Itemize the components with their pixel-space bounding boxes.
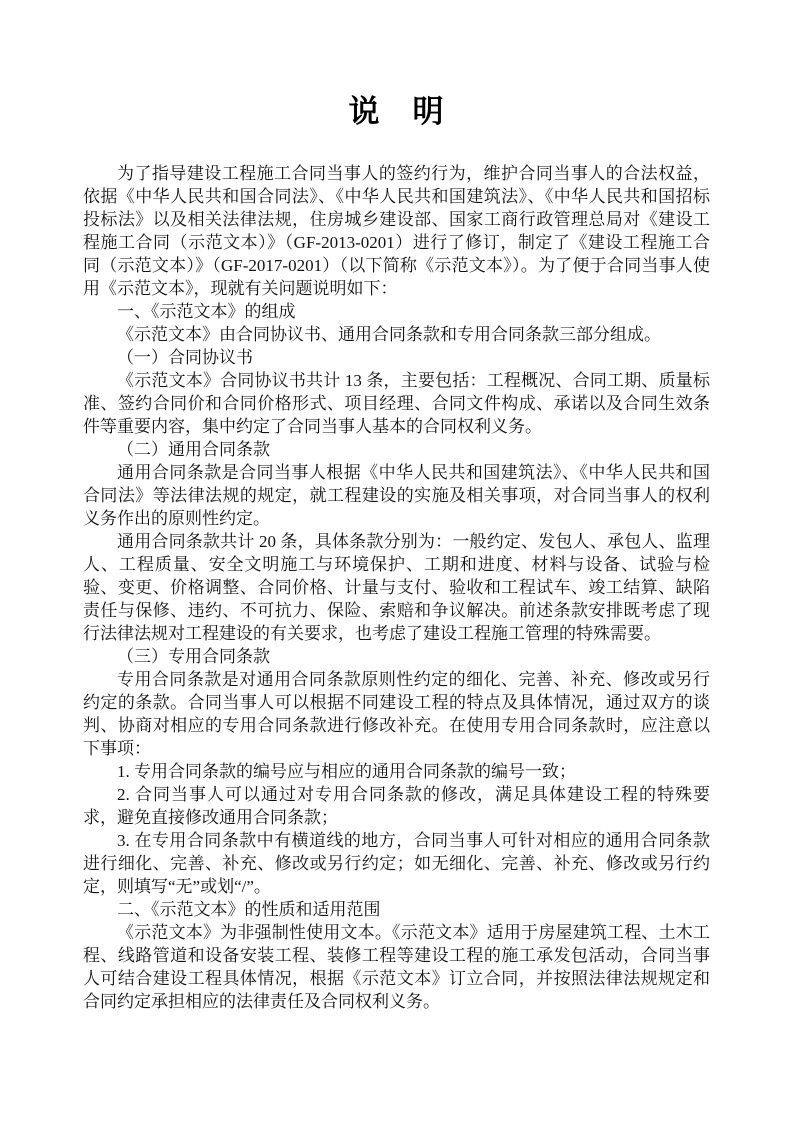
- paragraph: 一、《示范文本》的组成: [117, 302, 296, 321]
- paragraph: 通用合同条款是合同当事人根据《中华人民共和国建筑法》、《中华人民共和国合同法》等法律法规的规定，就工程建设的实施及相关事项，对合同当事人的权利义务作出的原则性约定。: [83, 463, 710, 528]
- paragraph: 专用合同条款是对通用合同条款原则性约定的细化、完善、补充、修改或另行约定的条款。合同当事人可以根据不同建设工程的特点及具体情况，通过双方的谈判、协商对相应的专用合同条款进行修改补充。在使用专用合同条款时，应注意以下事项：: [83, 670, 710, 758]
- paragraph: （二）通用合同条款: [117, 440, 270, 459]
- paragraph: 《示范文本》由合同协议书、通用合同条款和专用合同条款三部分组成。: [117, 325, 661, 344]
- page-title: 说 明: [348, 94, 445, 129]
- paragraph: 《示范文本》合同协议书共计 13 条，主要包括：工程概况、合同工期、质量标准、签约合同价和合同价格形式、项目经理、合同文件构成、承诺以及合同生效条件等重要内容，集中约定了合同当事人基本的合同权利义务。: [83, 371, 710, 436]
- paragraph: 1. 专用合同条款的编号应与相应的通用合同条款的编号一致；: [117, 762, 576, 781]
- paragraph: 通用合同条款共计 20 条，具体条款分别为：一般约定、发包人、承包人、监理人、工程质量、安全文明施工与环境保护、工期和进度、材料与设备、试验与检验、变更、价格调整、合同价格、计量与支付、验收和工程试车、竣工结算、缺陷责任与保修、违约、不可抗力、保险、索赔和争议解决。前述条款安排既考虑了现行法律法规对工程建设的有关要求，也考虑了建设工程施工管理的特殊需要。: [83, 532, 710, 643]
- paragraph: 《示范文本》为非强制性使用文本。《示范文本》适用于房屋建筑工程、土木工程、线路管道和设备安装工程、装修工程等建设工程的施工承发包活动，合同当事人可结合建设工程具体情况，根据《示范文本》订立合同，并按照法律法规规定和合同约定承担相应的法律责任及合同权利义务。: [83, 923, 710, 1011]
- paragraph: （三）专用合同条款: [117, 647, 270, 666]
- document-body: [83, 162, 710, 1013]
- paragraph: 为了指导建设工程施工合同当事人的签约行为，维护合同当事人的合法权益，依据《中华人民共和国合同法》、《中华人民共和国建筑法》、《中华人民共和国招标投标法》以及相关法律法规，住房城乡建设部、国家工商行政管理总局对《建设工程施工合同（示范文本）》（GF-2013-0201）进行了修订，制定了《建设工程施工合同（示范文本）》（GF-2017-0201）（以下简称《示范文本》）。为了便于合同当事人使用《示范文本》，现就有关问题说明如下：: [83, 164, 710, 298]
- paragraph: 3. 在专用合同条款中有横道线的地方，合同当事人可针对相应的通用合同条款进行细化、完善、补充、修改或另行约定；如无细化、完善、补充、修改或另行约定，则填写“无”或划“/”。: [83, 831, 710, 896]
- paragraph: （一）合同协议书: [117, 348, 253, 367]
- paragraph: 二、《示范文本》的性质和适用范围: [117, 900, 381, 919]
- paragraph: 2. 合同当事人可以通过对专用合同条款的修改，满足具体建设工程的特殊要求，避免直接修改通用合同条款；: [83, 785, 710, 827]
